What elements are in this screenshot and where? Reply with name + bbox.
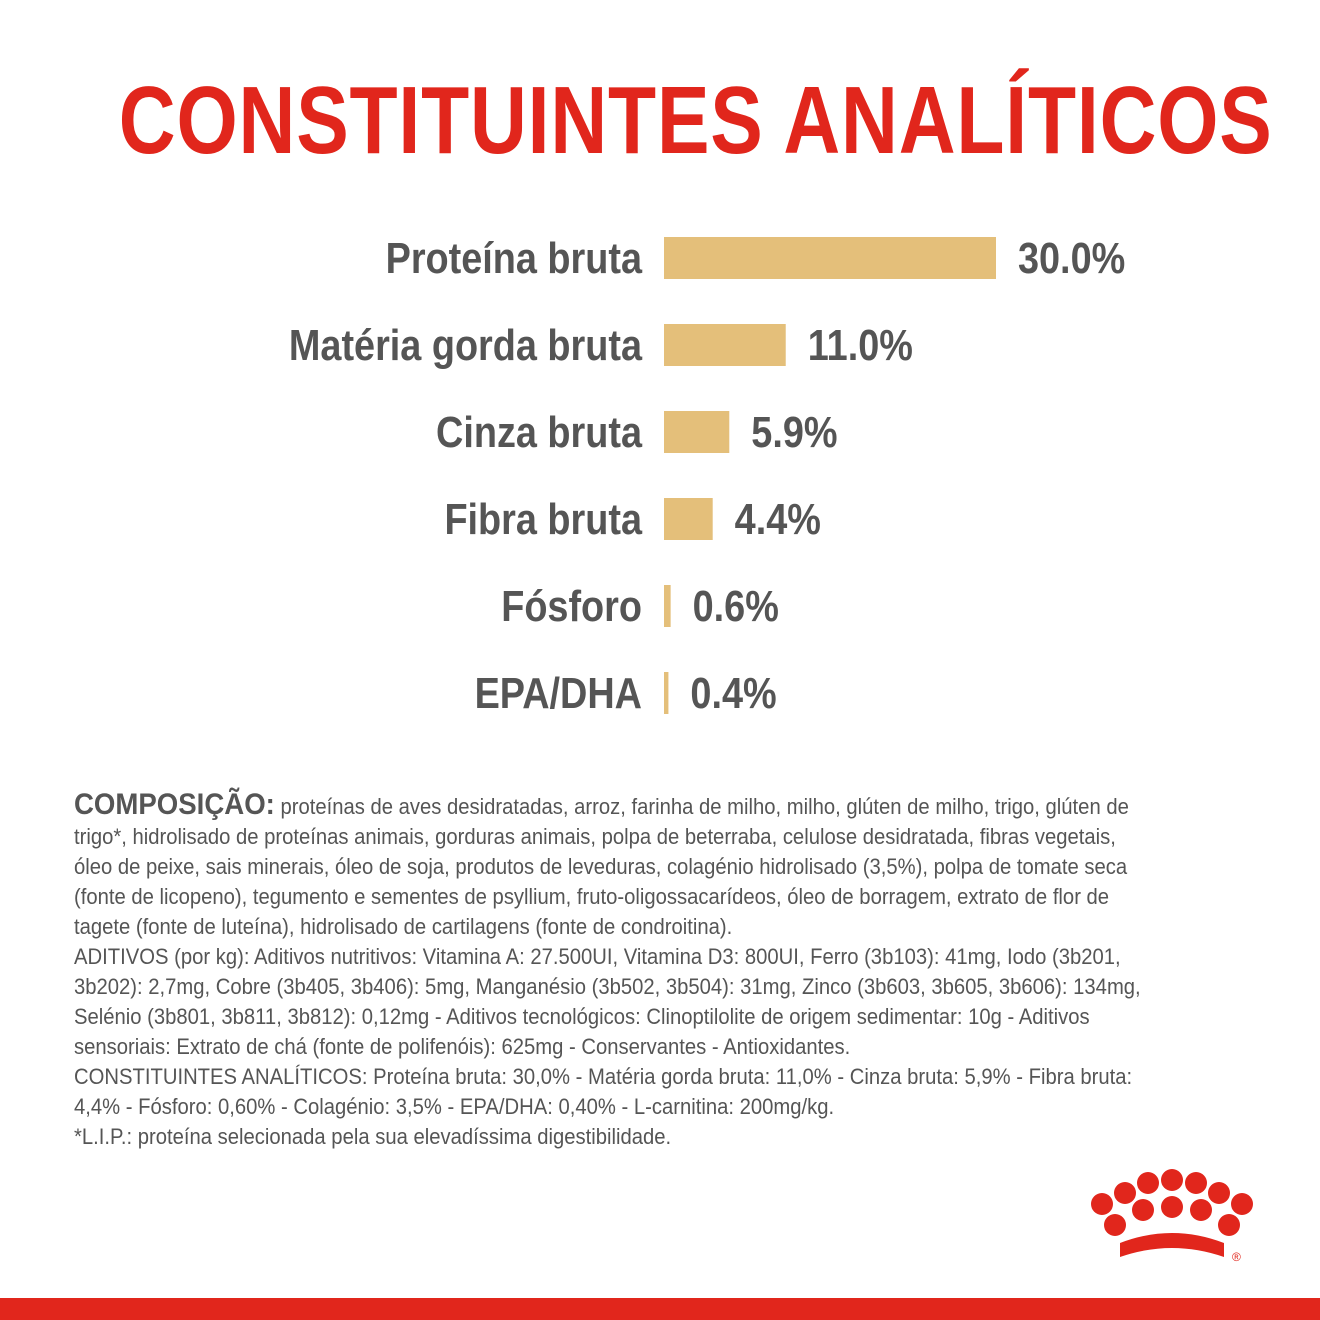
composition-heading: COMPOSIÇÃO: <box>74 788 275 821</box>
nutrient-bar-chart <box>0 200 1320 740</box>
value-label: 5.9% <box>751 407 838 457</box>
additives-text: ADITIVOS (por kg): Aditivos nutritivos: Vitamina A: 27.500UI, Vitamina D3: 800UI, Ferro (3b103): 41mg, Iodo (3b201, 3b202): 2,7mg, Cobre (3b405, 3b406): 5mg, Manganésio (3b502, 3b504): 31mg, Zinco (3b603, 3b605, 3b606): 134mg, Selénio (3b801, 3b811, 3b812): 0,12mg - Aditivos tecnológicos: Clinoptilolite de origem sedimentar: 10g - Aditivos sensoriais: Extrato de chá (fonte de polifenóis): 625mg - Conservantes - Antioxidantes. <box>74 944 1141 1059</box>
category-label: Proteína bruta <box>385 233 642 283</box>
bar <box>664 411 729 453</box>
page-title: CONSTITUINTES ANALÍTICOS <box>118 67 1273 174</box>
composition-paragraph <box>74 790 1160 942</box>
bar <box>664 324 786 366</box>
registered-mark: ® <box>1232 1250 1241 1264</box>
bar <box>664 237 996 279</box>
bottom-red-band <box>0 1298 1320 1320</box>
category-label: Matéria gorda bruta <box>288 320 642 370</box>
composition-block <box>74 790 1160 1152</box>
value-label: 0.6% <box>692 581 779 631</box>
value-label: 11.0% <box>807 320 913 370</box>
ingredients-text: proteínas de aves desidratadas, arroz, farinha de milho, milho, glúten de milho, trigo, glúten de trigo*, hidrolisado de proteínas animais, gorduras animais, polpa de beterraba, celulose desidratada, fibras vegetais, óleo de peixe, sais minerais, óleo de soja, produtos de leveduras, colagénio hidrolisado (3,5%), polpa de tomate seca (fonte de licopeno), tegumento e sementes de psyllium, fruto-oligossacarídeos, óleo de borragem, extrato de flor de tagete (fonte de luteína), hidrolisado de cartilagens (fonte de condroitina). <box>74 794 1129 939</box>
bar <box>664 498 713 540</box>
footnote-text: *L.I.P.: proteína selecionada pela sua elevadíssima digestibilidade. <box>74 1124 672 1149</box>
category-label: Fósforo <box>501 581 642 631</box>
bar <box>664 672 668 714</box>
category-label: EPA/DHA <box>474 668 642 718</box>
category-label: Fibra bruta <box>444 494 642 544</box>
value-label: 0.4% <box>690 668 777 718</box>
value-label: 4.4% <box>734 494 821 544</box>
constituents-text: CONSTITUINTES ANALÍTICOS: Proteína bruta: 30,0% - Matéria gorda bruta: 11,0% - Cinza bruta: 5,9% - Fibra bruta: 4,4% - Fósforo: 0,60% - Colagénio: 3,5% - EPA/DHA: 0,40% - L-carnitina: 200mg/kg. <box>74 1064 1133 1119</box>
value-label: 30.0% <box>1018 233 1126 283</box>
category-label: Cinza bruta <box>436 407 642 457</box>
crown-icon <box>1080 1165 1260 1285</box>
bar <box>664 585 671 627</box>
